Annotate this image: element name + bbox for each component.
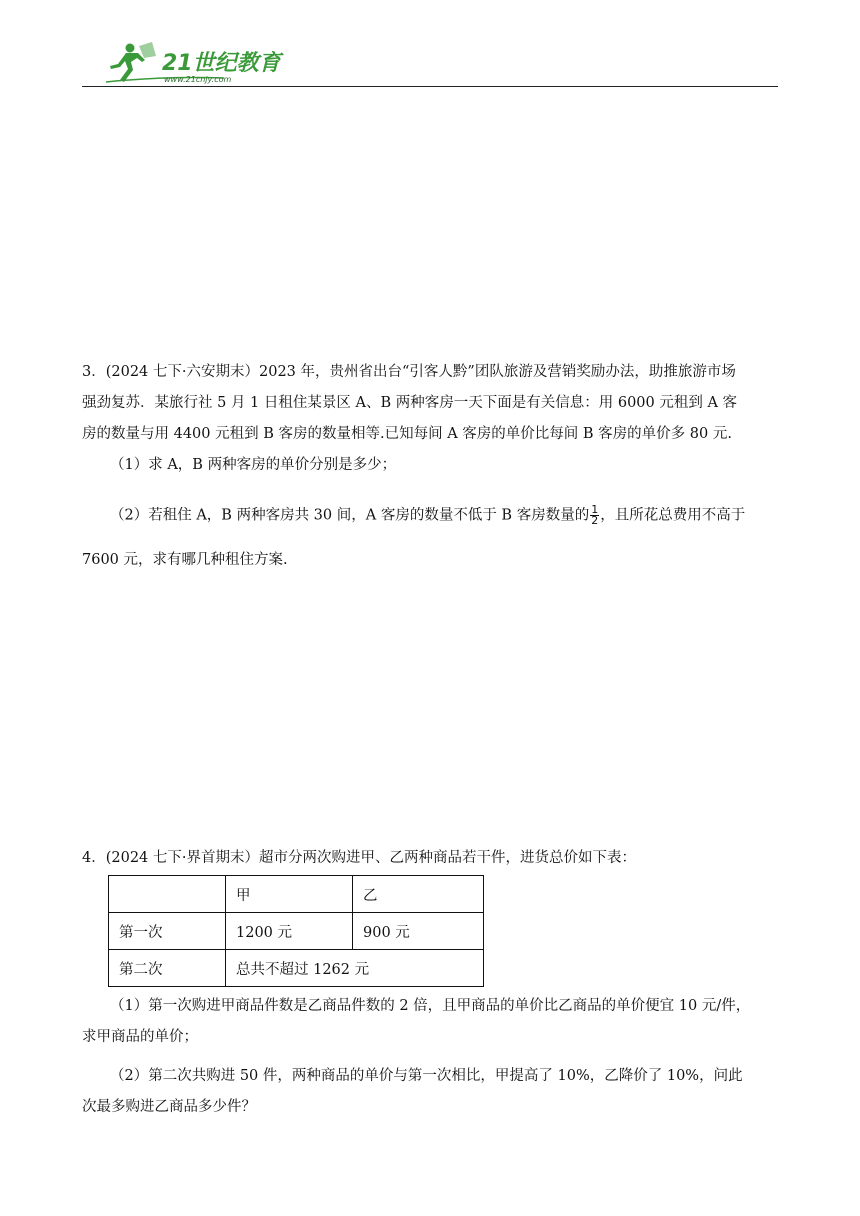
q3-part-2-text-b: ，且所花总费用不高于 xyxy=(600,507,746,524)
q4-part-2: （2）第二次共购进 50 件，两种商品的单价与第一次相比，甲提高了 10%，乙降价了 10%，问此 xyxy=(110,1068,743,1084)
table-row xyxy=(109,876,484,913)
site-logo xyxy=(104,40,294,86)
q4-stem: 4．(2024 七下·界首期末）超市分两次购进甲、乙两种商品若干件，进货总价如下表： xyxy=(82,850,636,866)
fraction-one-half xyxy=(590,505,599,526)
purchase-table xyxy=(108,875,484,987)
table-cell: 1200 元 xyxy=(226,913,353,950)
table-row xyxy=(109,913,484,950)
table-cell: 总共不超过 1262 元 xyxy=(226,950,484,987)
runner-icon xyxy=(110,42,156,82)
header-divider xyxy=(82,86,778,87)
table-header-yi: 乙 xyxy=(353,876,484,913)
q3-stem-line-1: 3．(2024 七下·六安期末）2023 年，贵州省出台“引客人黔”团队旅游及营销奖励办法，助推旅游市场 xyxy=(82,364,736,380)
q3-part-2 xyxy=(110,505,745,526)
q3-part-2-text-a: （2）若租住 A，B 两种客房共 30 间，A 客房的数量不低于 B 客房数量的 xyxy=(110,507,590,524)
q3-part-1: （1）求 A，B 两种客房的单价分别是多少； xyxy=(110,457,397,473)
q4-part-1-line-2: 求甲商品的单价； xyxy=(82,1029,198,1045)
table-cell: 900 元 xyxy=(353,913,484,950)
q4-part-1: （1）第一次购进甲商品件数是乙商品件数的 2 倍，且甲商品的单价比乙商品的单价便宜 10 元/件， xyxy=(110,998,751,1014)
table-cell: 第二次 xyxy=(109,950,226,987)
table-row xyxy=(109,950,484,987)
fraction-denominator: 2 xyxy=(591,514,599,527)
q3-part-2-line-2: 7600 元，求有哪几种租住方案. xyxy=(82,552,288,568)
q3-stem-line-2: 强劲复苏．某旅行社 5 月 1 日租住某景区 A、B 两种客房一天下面是有关信息：用 6000 元租到 A 客 xyxy=(82,395,738,411)
q3-stem-line-3: 房的数量与用 4400 元租到 B 客房的数量相等.已知每间 A 客房的单价比每间 B 客房的单价多 80 元. xyxy=(82,426,732,442)
table-header-jia: 甲 xyxy=(226,876,353,913)
logo-text: 21世纪教育 xyxy=(162,51,281,76)
logo-url: www.21cnjy.com xyxy=(164,75,232,84)
q4-part-2-line-2: 次最多购进乙商品多少件？ xyxy=(82,1099,256,1115)
table-cell: 第一次 xyxy=(109,913,226,950)
fraction-numerator: 1 xyxy=(591,503,599,516)
table-cell xyxy=(109,876,226,913)
page-header xyxy=(82,38,778,88)
